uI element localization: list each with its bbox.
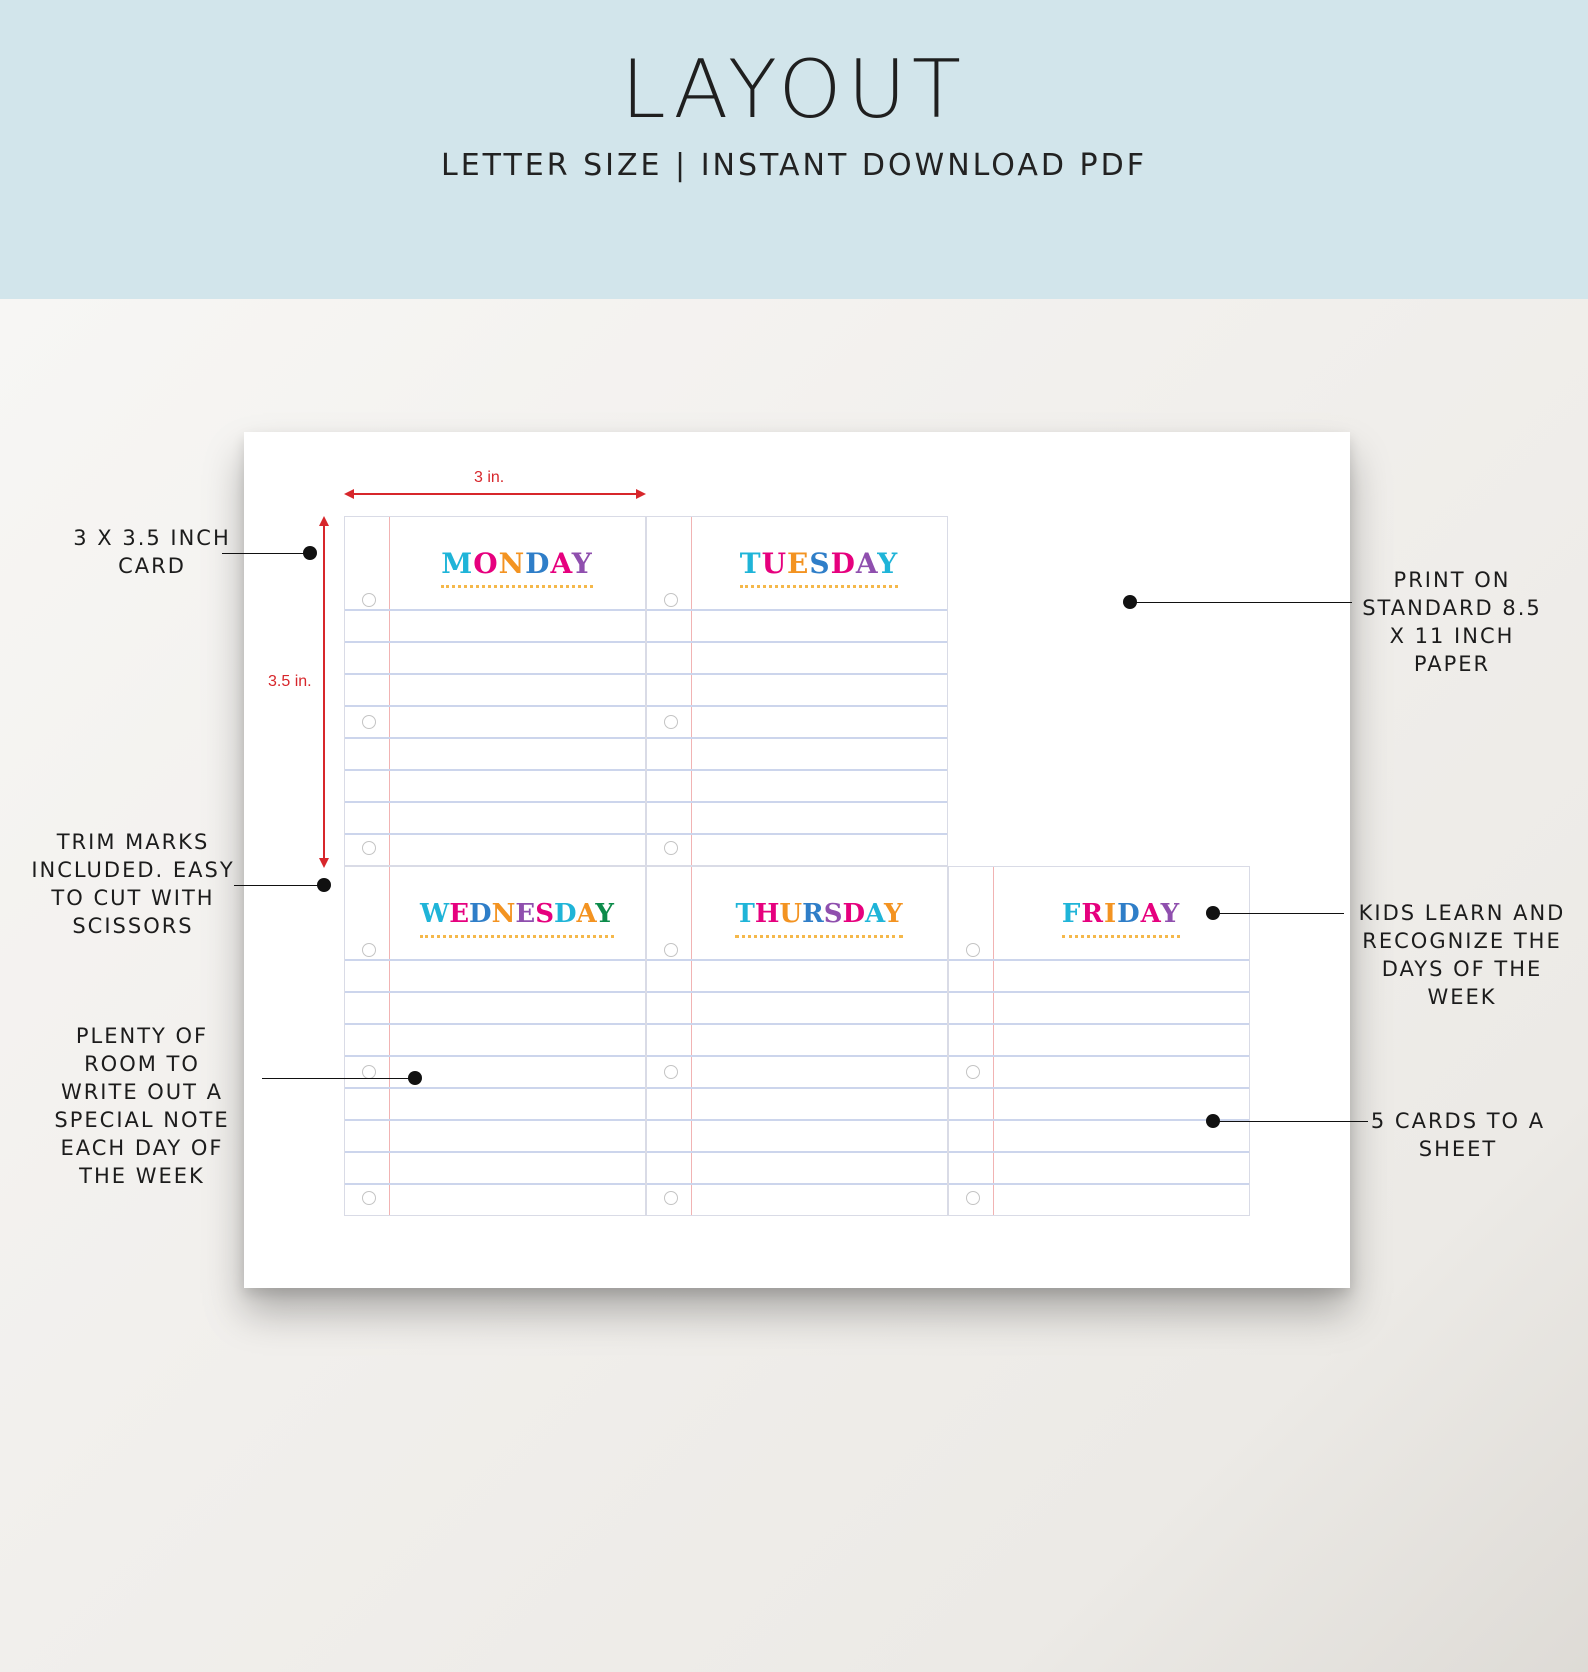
pointer-dot-kids xyxy=(1206,906,1220,920)
day-letter: D xyxy=(842,899,866,929)
day-letter: Y xyxy=(1160,899,1181,929)
pointer-dot-card-size xyxy=(303,546,317,560)
day-letter: E xyxy=(515,899,536,929)
day-letter: E xyxy=(449,899,470,929)
annotation-kids: KIDS LEARN AND RECOGNIZE THE DAYS OF THE WEEK xyxy=(1358,901,1566,1009)
day-letter: U xyxy=(761,547,788,580)
day-letter: Y xyxy=(571,547,593,580)
day-letter: A xyxy=(576,899,596,929)
annotation-cards-per-sheet: 5 CARDS TO A SHEET xyxy=(1370,1109,1546,1161)
day-letter: A xyxy=(865,899,884,929)
day-letter: O xyxy=(473,547,499,580)
annotation-print: PRINT ON STANDARD 8.5 X 11 INCH PAPER xyxy=(1362,568,1542,676)
day-letter: A xyxy=(855,547,878,580)
leader-room xyxy=(262,1078,416,1079)
day-letter: Y xyxy=(883,899,903,929)
day-letter: U xyxy=(779,899,803,929)
day-letter: F xyxy=(1061,899,1082,929)
day-letter: R xyxy=(802,899,824,929)
day-letter: S xyxy=(823,899,843,929)
height-dimension-label: 3.5 in. xyxy=(268,673,312,690)
pointer-dot-room xyxy=(408,1071,422,1085)
leader-card-size xyxy=(222,553,310,554)
day-letter: T xyxy=(739,547,762,580)
page-title: LAYOUT xyxy=(621,43,967,136)
day-letter: N xyxy=(498,547,526,580)
pointer-dot-print xyxy=(1123,595,1137,609)
day-letter: N xyxy=(491,899,516,929)
day-letter: M xyxy=(441,547,474,580)
day-letter: A xyxy=(550,547,572,580)
annotation-trim-marks: TRIM MARKS INCLUDED. EASY TO CUT WITH SCISSORS xyxy=(31,830,235,938)
day-letter: D xyxy=(553,899,577,929)
pointer-dot-trim-marks xyxy=(317,878,331,892)
day-letter: D xyxy=(830,547,856,580)
day-letter: D xyxy=(525,547,551,580)
day-letter: T xyxy=(735,899,755,929)
day-letter: S xyxy=(809,547,831,580)
day-letter: D xyxy=(469,899,492,929)
day-letter: R xyxy=(1081,899,1104,929)
day-letter: A xyxy=(1140,899,1161,929)
width-dimension-label: 3 in. xyxy=(474,469,505,486)
annotation-card-size: 3 X 3.5 INCH CARD xyxy=(73,526,231,578)
day-letter: Y xyxy=(595,899,614,929)
day-letter: Y xyxy=(877,547,899,580)
day-letter: W xyxy=(420,899,450,929)
annotation-room: PLENTY OF ROOM TO WRITE OUT A SPECIAL NOTE EACH DAY OF THE WEEK xyxy=(54,1024,230,1188)
leader-print xyxy=(1130,602,1352,603)
leader-trim-marks xyxy=(234,885,324,886)
pointer-dot-cards-per-sheet xyxy=(1206,1114,1220,1128)
day-letter: S xyxy=(535,899,554,929)
day-letter: I xyxy=(1103,899,1118,929)
day-letter: H xyxy=(754,899,780,929)
day-letter: E xyxy=(787,547,810,580)
day-letter: D xyxy=(1117,899,1141,929)
leader-cards-per-sheet xyxy=(1214,1121,1368,1122)
page-subtitle: LETTER SIZE | INSTANT DOWNLOAD PDF xyxy=(440,148,1147,183)
leader-kids xyxy=(1214,913,1344,914)
